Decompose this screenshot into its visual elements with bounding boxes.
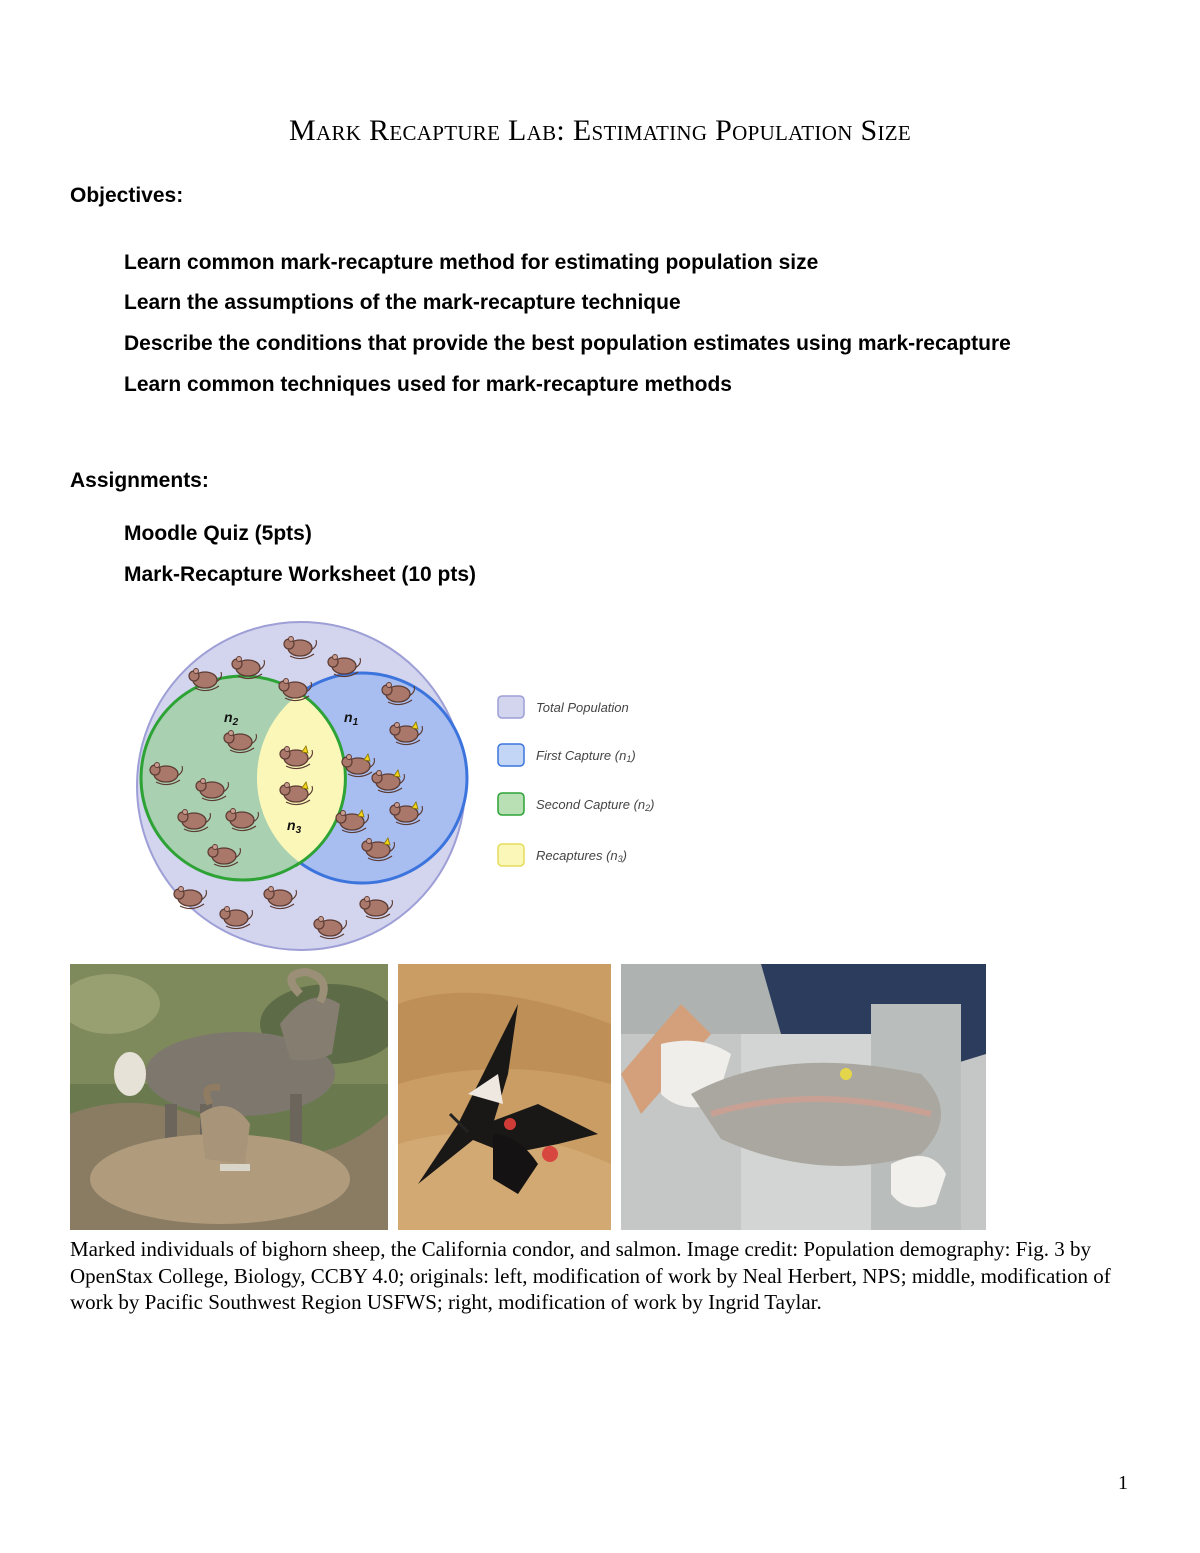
legend-swatch-second-capture <box>498 793 524 815</box>
california-condor-photo <box>398 964 611 1230</box>
legend-swatch-total <box>498 696 524 718</box>
page-number: 1 <box>1118 1472 1128 1494</box>
n2-subscript: 2 <box>232 717 239 728</box>
svg-text:Second Capture (n2): Second Capture (n2) <box>536 797 655 813</box>
assignments-heading: Assignments: <box>70 469 209 492</box>
legend-label-recaptures: Recaptures (n <box>536 848 618 863</box>
figure-caption: Marked individuals of bighorn sheep, the California condor, and salmon. Image credit: Population demography: Fig. 3 by OpenStax College, Biology, CCBY 4.0; originals: left, modification of work by Neal Herbert, NPS; middle, modification of work by Pacific Southwest Region USFWS; right, modification of work by Ingrid Taylar. <box>70 1237 1111 1314</box>
assignment-item: Mark-Recapture Worksheet (10 pts) <box>124 563 477 586</box>
objective-item: Learn common techniques used for mark-recapture methods <box>124 373 732 396</box>
objective-item: Learn common mark-recapture method for estimating population size <box>124 251 819 274</box>
objective-item: Describe the conditions that provide the best population estimates using mark-recapture <box>124 332 1011 355</box>
legend-label-total: Total Population <box>536 700 629 715</box>
bighorn-sheep-photo <box>70 964 388 1230</box>
legend-swatch-recaptures <box>498 844 524 866</box>
svg-text:Total Population <box>536 700 629 715</box>
n1-subscript: 1 <box>352 717 359 728</box>
n3-label: n <box>287 817 296 833</box>
svg-text:First Capture (n1): First Capture (n1) <box>536 748 636 764</box>
objectives-heading: Objectives: <box>70 184 184 207</box>
n1-label: n <box>344 709 353 725</box>
svg-text:Recaptures (n3): Recaptures (n3) <box>536 848 628 864</box>
legend-swatch-first-capture <box>498 744 524 766</box>
n3-subscript: 3 <box>295 825 302 836</box>
mark-recapture-diagram <box>130 618 680 958</box>
salmon-photo <box>621 964 986 1230</box>
n2-label: n <box>224 709 233 725</box>
legend-label-second-capture: Second Capture (n <box>536 797 646 812</box>
legend-label-first-capture: First Capture (n <box>536 748 627 763</box>
page-title: Mark Recapture Lab: Estimating Population Size <box>289 114 911 147</box>
objective-item: Learn the assumptions of the mark-recapture technique <box>124 291 681 314</box>
legend <box>498 696 654 866</box>
assignment-item: Moodle Quiz (5pts) <box>124 522 312 545</box>
